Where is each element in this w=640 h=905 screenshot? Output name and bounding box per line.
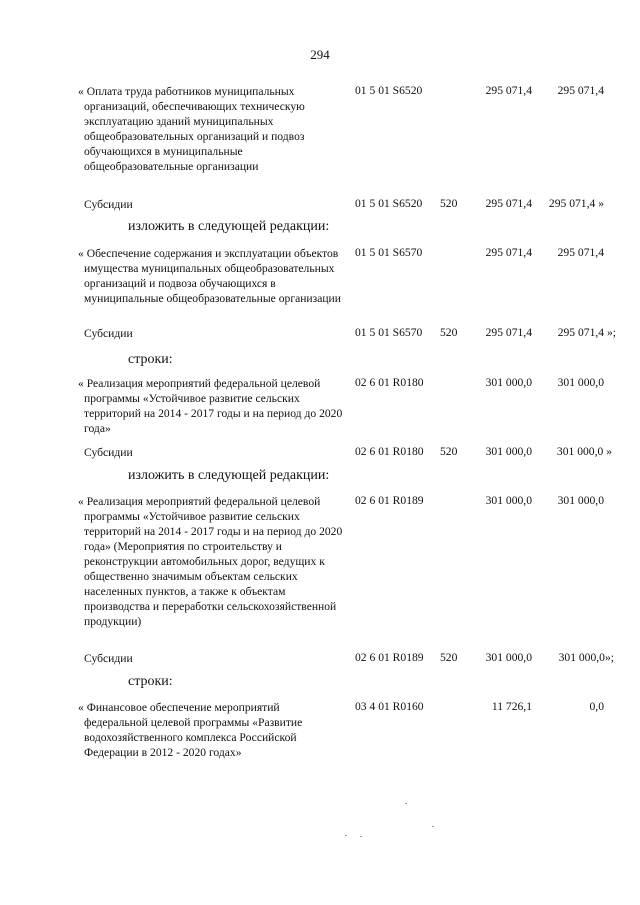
entry-code: 03 4 01 R0160: [355, 700, 424, 713]
scan-speck: [405, 803, 407, 804]
entry-code: 02 6 01 R0180: [355, 376, 424, 389]
entry-amount-1: 295 071,4: [485, 326, 532, 339]
entry-description: Субсидии: [84, 198, 133, 211]
entry-amount-1: 301 000,0: [485, 651, 532, 664]
entry-amount-2: 0,0: [589, 700, 604, 713]
entry-amount-2: 295 071,4: [557, 84, 604, 97]
entry-amount-1: 301 000,0: [485, 376, 532, 389]
entry-description: Субсидии: [84, 327, 133, 340]
amendment-heading: изложить в следующей редакции:: [128, 468, 330, 483]
entry-description: Субсидии: [84, 652, 133, 665]
entry-code: 01 5 01 S6520: [355, 197, 423, 210]
entry-expense-type: 520: [440, 197, 458, 210]
entry-amount-2: 295 071,4: [557, 246, 604, 259]
amendment-heading: строки:: [128, 352, 173, 367]
entry-code: 01 5 01 S6570: [355, 326, 423, 339]
scan-speck: [432, 826, 434, 827]
entry-description: « Финансовое обеспечение мероприятий федеральной целевой программы «Развитие водохозяйственного комплекса Российской Федерации в 2012 - 2020 годах»: [78, 701, 303, 759]
entry-description: « Реализация мероприятий федеральной целевой программы «Устойчивое развитие сельских территорий на 2014 - 2017 годы и на период до 2020 года» (Мероприятия по строительству и реконструкции автомобильных дорог, ведущих к общественно значимым объектам сельских населенных пунктов, а также к объектам производства и переработки сельскохозяйственной продукции): [78, 495, 343, 628]
entry-amount-2: 295 071,4 »: [548, 197, 604, 210]
amendment-heading: строки:: [128, 674, 173, 689]
amendment-heading: изложить в следующей редакции:: [128, 219, 330, 234]
entry-amount-2: 301 000,0: [557, 494, 604, 507]
entry-description: Субсидии: [84, 446, 133, 459]
entry-expense-type: 520: [440, 326, 458, 339]
entry-code: 02 6 01 R0189: [355, 651, 424, 664]
entry-amount-1: 11 726,1: [491, 700, 532, 713]
entry-description: « Реализация мероприятий федеральной целевой программы «Устойчивое развитие сельских территорий на 2014 - 2017 годы и на период до 2020 года»: [78, 377, 343, 435]
scan-speck: [345, 835, 347, 836]
entry-amount-1: 301 000,0: [485, 494, 532, 507]
entry-amount-2: 301 000,0»;: [558, 651, 614, 664]
entry-amount-2: 301 000,0 »: [556, 445, 612, 458]
scan-speck: [360, 836, 362, 837]
entry-code: 01 5 01 S6520: [355, 84, 423, 97]
entry-amount-1: 295 071,4: [485, 84, 532, 97]
entry-expense-type: 520: [440, 651, 458, 664]
entry-amount-1: 301 000,0: [485, 445, 532, 458]
entry-description: « Обеспечение содержания и эксплуатации объектов имущества муниципальных общеобразовательных организаций и подвоза обучающихся в муниципальные общеобразовательные организации: [78, 247, 341, 305]
entry-description: « Оплата труда работников муниципальных организаций, обеспечивающих техническую эксплуатацию зданий муниципальных общеобразовательных организаций и подвоз обучающихся в муниципальные общеобразовательные организации: [78, 85, 305, 173]
entry-amount-1: 295 071,4: [485, 246, 532, 259]
entry-expense-type: 520: [440, 445, 458, 458]
entry-amount-1: 295 071,4: [485, 197, 532, 210]
entry-amount-2: 301 000,0: [557, 376, 604, 389]
entry-amount-2: 295 071,4 »;: [557, 326, 616, 339]
entry-code: 01 5 01 S6570: [355, 246, 423, 259]
entry-code: 02 6 01 R0189: [355, 494, 424, 507]
entry-code: 02 6 01 R0180: [355, 445, 424, 458]
page-number: 294: [310, 47, 330, 62]
